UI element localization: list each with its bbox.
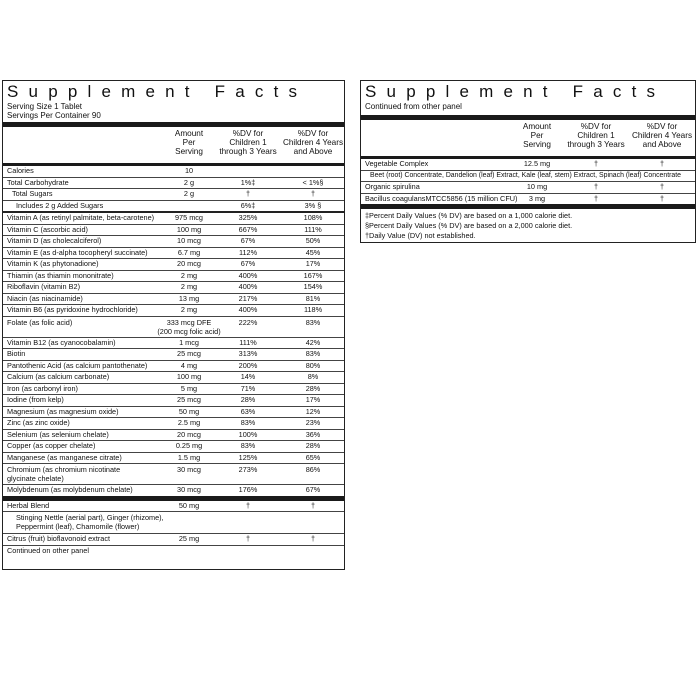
divider-thick — [361, 204, 695, 209]
nutrient-row — [3, 293, 344, 305]
continued-note: Continued on other panel — [7, 545, 89, 555]
nutrient-amount: 30 mcg — [177, 465, 201, 474]
nutrient-amount: 25 mcg — [177, 349, 201, 358]
nutrient-row — [3, 211, 344, 224]
nutrient-dv1: 28% — [240, 395, 256, 404]
nutrient-row — [3, 463, 344, 484]
nutrient-amount: 3 mg — [528, 193, 546, 203]
spirulina-row — [361, 181, 695, 193]
nutrient-name: Vitamin A (as retinyl palmitate, beta-carotene) — [7, 213, 155, 222]
panel-title: Supplement Facts — [365, 82, 666, 101]
nutrient-dv1: † — [593, 193, 599, 203]
nutrient-dv1: 125% — [238, 452, 258, 462]
nutrient-dv2: < 1%§ — [302, 177, 324, 187]
nutrient-row — [3, 166, 344, 177]
nutrient-dv1: 217% — [238, 293, 258, 303]
nutrient-name: Zinc (as zinc oxide) — [7, 418, 70, 427]
nutrient-row — [3, 304, 344, 316]
nutrient-dv1: 83% — [240, 441, 256, 450]
panel-title: Supplement Facts — [7, 82, 308, 101]
nutrient-dv2: 83% — [305, 349, 321, 358]
nutrient-amount: 10 — [184, 166, 194, 175]
nutrient-name: Calcium (as calcium carbonate) — [7, 372, 110, 381]
nutrient-name: Citrus (fruit) bioflavonoid extract — [7, 534, 111, 543]
nutrient-dv2: † — [659, 182, 665, 191]
nutrient-dv2: 28% — [305, 441, 321, 450]
nutrient-dv2: 8% — [307, 372, 319, 381]
column-headers — [3, 127, 344, 163]
nutrient-name: Organic spirulina — [365, 182, 420, 191]
nutrient-dv2: 167% — [303, 270, 323, 280]
nutrient-row — [3, 235, 344, 247]
nutrient-row — [3, 177, 344, 189]
nutrient-dv2: 108% — [303, 213, 323, 222]
servings-per-container: Servings Per Container 90 — [7, 111, 101, 120]
footnote-dv-not-established: †Daily Value (DV) not established. — [365, 231, 476, 240]
nutrient-amount: 20 mcg — [177, 429, 201, 439]
herbal-blend-description: Stinging Nettle (aerial part), Ginger (rhizome), Peppermint (leaf), Chamomile (flower) — [3, 511, 344, 533]
nutrient-name: Niacin (as niacinamide) — [7, 293, 83, 303]
nutrient-row — [3, 188, 344, 200]
nutrient-amount: 30 mcg — [177, 485, 201, 494]
nutrient-dv1: 100% — [238, 429, 258, 439]
nutrient-dv1: † — [245, 500, 251, 510]
nutrient-dv1: 325% — [238, 213, 258, 222]
header-amount: Amount Per Serving — [174, 129, 204, 156]
nutrient-name: Thiamin (as thiamin mononitrate) — [7, 270, 114, 280]
nutrient-name: Folate (as folic acid) — [7, 317, 73, 327]
nutrient-name: Biotin — [7, 349, 26, 358]
nutrient-dv2: † — [659, 159, 665, 168]
nutrient-dv1: 67% — [240, 259, 256, 268]
nutrient-row — [3, 247, 344, 259]
nutrient-name: Riboflavin (vitamin B2) — [7, 282, 80, 291]
nutrient-dv2: † — [310, 500, 316, 510]
nutrient-dv2: 17% — [305, 395, 321, 404]
nutrient-row — [3, 270, 344, 282]
nutrient-name: Vitamin D (as cholecalciferol) — [7, 236, 102, 245]
nutrient-row — [3, 417, 344, 429]
nutrient-row — [3, 371, 344, 383]
nutrient-dv1: 400% — [238, 282, 258, 291]
nutrient-name: Iron (as carbonyl iron) — [7, 383, 78, 393]
nutrient-amount: 1.5 mg — [177, 452, 201, 462]
nutrient-name: Vitamin B6 (as pyridoxine hydrochloride) — [7, 305, 138, 314]
nutrient-dv2: 12% — [305, 406, 321, 416]
nutrient-dv2: 81% — [305, 293, 321, 303]
nutrient-dv2: 42% — [305, 337, 321, 347]
nutrient-row — [3, 429, 344, 441]
nutrient-amount: 2 g — [183, 177, 195, 187]
nutrient-amount: 100 mg — [176, 372, 202, 381]
header-amount: Amount Per Serving — [522, 122, 552, 149]
nutrient-name: Total Carbohydrate — [7, 177, 69, 187]
nutrient-dv1: † — [593, 182, 599, 191]
nutrient-dv2: 67% — [305, 485, 321, 494]
nutrient-dv2: 45% — [305, 247, 321, 257]
nutrient-dv1: 200% — [238, 360, 258, 370]
nutrient-dv2: 118% — [303, 305, 323, 314]
nutrient-dv1: 71% — [240, 383, 256, 393]
nutrient-name: Bacillus coagulansMTCC5856 (15 million CFU) — [365, 193, 518, 203]
nutrient-dv2: 86% — [305, 465, 321, 474]
nutrient-amount: 0.25 mg — [175, 441, 203, 450]
nutrient-amount: 333 mcg DFE — [166, 317, 212, 327]
nutrient-name: Pantothenic Acid (as calcium pantothenate) — [7, 360, 148, 370]
nutrient-name: Vitamin K (as phytonadione) — [7, 259, 99, 268]
nutrient-dv2: † — [310, 189, 316, 198]
nutrient-name: Herbal Blend — [7, 500, 50, 510]
nutrient-name: Selenium (as selenium chelate) — [7, 429, 109, 439]
nutrient-amount: 2 g — [183, 189, 195, 198]
nutrient-amount: 10 mg — [526, 182, 548, 191]
nutrient-name: Magnesium (as magnesium oxide) — [7, 406, 119, 416]
nutrient-dv2: 50% — [305, 236, 321, 245]
nutrient-amount: 975 mcg — [175, 213, 203, 222]
nutrient-dv2: 28% — [305, 383, 321, 393]
nutrient-dv1: † — [245, 189, 251, 198]
nutrient-amount: 6.7 mg — [177, 247, 201, 257]
nutrient-name: Manganese (as manganese citrate) — [7, 452, 122, 462]
nutrient-row — [3, 452, 344, 464]
continued-row — [3, 545, 344, 557]
nutrient-dv1: 222% — [238, 317, 258, 327]
nutrient-name: Includes 2 g Added Sugars — [16, 200, 104, 210]
nutrient-dv1: 273% — [238, 465, 258, 474]
supplement-facts-panel-right — [360, 80, 696, 243]
nutrient-amount: 25 mcg — [177, 395, 201, 404]
nutrient-dv1: 111% — [239, 337, 257, 347]
nutrient-amount: 13 mg — [178, 293, 200, 303]
nutrient-amount: 10 mcg — [177, 236, 201, 245]
header-dv-children-4-plus: %DV for Children 4 Years and Above — [282, 129, 344, 156]
nutrient-name: Vitamin E (as d-alpha tocopheryl succinate) — [7, 247, 148, 257]
nutrient-dv1: 667% — [238, 224, 258, 234]
nutrient-dv2: 65% — [305, 452, 321, 462]
nutrient-row — [3, 281, 344, 293]
nutrient-dv2: 80% — [305, 360, 321, 370]
nutrient-amount: 1 mcg — [179, 337, 199, 347]
header-dv-children-1-3: %DV for Children 1 through 3 Years — [567, 122, 625, 149]
nutrient-name: Total Sugars — [12, 189, 53, 198]
column-headers — [361, 120, 695, 156]
nutrient-row — [3, 484, 344, 496]
vegetable-complex-description: Beet (root) Concentrate, Dandelion (leaf) Extract, Kale (leaf, stem) Extract, Spinach (leaf) Concentrate — [361, 170, 695, 182]
nutrient-amount: 2 mg — [180, 282, 198, 291]
nutrient-name: Calories — [7, 166, 34, 175]
nutrient-dv2: 23% — [305, 418, 321, 427]
nutrient-row — [3, 200, 344, 212]
nutrient-amount: 4 mg — [180, 360, 198, 370]
nutrient-name-cont: glycinate chelate) — [7, 474, 64, 483]
nutrient-dv1: 400% — [238, 270, 258, 280]
nutrient-dv2: † — [659, 193, 665, 203]
nutrient-dv2: 154% — [303, 282, 323, 291]
nutrient-dv1: 112% — [238, 247, 258, 257]
nutrient-row — [3, 383, 344, 395]
nutrient-amount: 2 mg — [180, 305, 198, 314]
nutrient-row — [3, 360, 344, 372]
nutrient-name: Molybdenum (as molybdenum chelate) — [7, 485, 133, 494]
nutrient-amount: 20 mcg — [177, 259, 201, 268]
nutrient-name: Copper (as copper chelate) — [7, 441, 96, 450]
serving-size: Serving Size 1 Tablet — [7, 102, 83, 111]
nutrient-dv1: 313% — [238, 349, 258, 358]
nutrient-amount: 2.5 mg — [177, 418, 201, 427]
nutrient-row — [3, 348, 344, 360]
nutrient-dv1: 1%‡ — [240, 177, 256, 187]
bacillus-row — [361, 193, 695, 205]
nutrient-row — [3, 394, 344, 406]
nutrient-name: Vitamin C (ascorbic acid) — [7, 224, 88, 234]
nutrient-dv2: 111% — [304, 224, 322, 234]
nutrient-amount: 12.5 mg — [523, 159, 551, 168]
nutrient-dv1: 400% — [238, 305, 258, 314]
nutrient-amount: 5 mg — [180, 383, 198, 393]
nutrient-dv2: 83% — [305, 317, 321, 327]
vegetable-complex-row — [361, 159, 695, 170]
nutrient-rows — [3, 166, 344, 496]
nutrient-dv2: 17% — [305, 259, 321, 268]
nutrient-row — [3, 316, 344, 337]
nutrient-dv2: † — [310, 534, 316, 543]
nutrient-row — [3, 440, 344, 452]
nutrient-dv1: 14% — [240, 372, 256, 381]
nutrient-row — [3, 224, 344, 236]
nutrient-dv1: 6%‡ — [240, 200, 256, 210]
nutrient-row — [3, 337, 344, 349]
nutrient-dv1: 63% — [240, 406, 256, 416]
herbal-blend-row — [3, 501, 344, 512]
nutrient-dv1: † — [593, 159, 599, 168]
footnote-1000-calorie: ‡Percent Daily Values (% DV) are based on a 1,000 calorie diet. — [365, 211, 573, 220]
nutrient-amount: 100 mg — [176, 224, 202, 234]
citrus-row — [3, 533, 344, 545]
nutrient-amount: 50 mg — [178, 500, 200, 510]
nutrient-dv1: 176% — [238, 485, 258, 494]
footnote-2000-calorie: §Percent Daily Values (% DV) are based on a 2,000 calorie diet. — [365, 221, 573, 230]
nutrient-dv2: 3% § — [304, 200, 322, 210]
supplement-facts-panel-left — [2, 80, 345, 570]
nutrient-amount-detail: (200 mcg folic acid) — [157, 326, 221, 336]
header-dv-children-1-3: %DV for Children 1 through 3 Years — [219, 129, 277, 156]
nutrient-name: Vitamin B12 (as cyanocobalamin) — [7, 337, 116, 347]
nutrient-name: Chromium (as chromium nicotinate — [7, 465, 121, 474]
continued-from: Continued from other panel — [365, 102, 462, 111]
header-dv-children-4-plus: %DV for Children 4 Years and Above — [631, 122, 693, 149]
nutrient-dv2: 36% — [305, 429, 321, 439]
nutrient-name: Vegetable Complex — [365, 159, 429, 168]
nutrient-amount: 2 mg — [180, 270, 198, 280]
nutrient-dv1: 67% — [240, 236, 256, 245]
nutrient-amount: 25 mg — [178, 534, 200, 543]
nutrient-row — [3, 258, 344, 270]
nutrient-dv1: 83% — [240, 418, 256, 427]
nutrient-dv1: † — [245, 534, 251, 543]
nutrient-name: Iodine (from kelp) — [7, 395, 64, 404]
nutrient-row — [3, 406, 344, 418]
nutrient-amount: 50 mg — [178, 406, 200, 416]
